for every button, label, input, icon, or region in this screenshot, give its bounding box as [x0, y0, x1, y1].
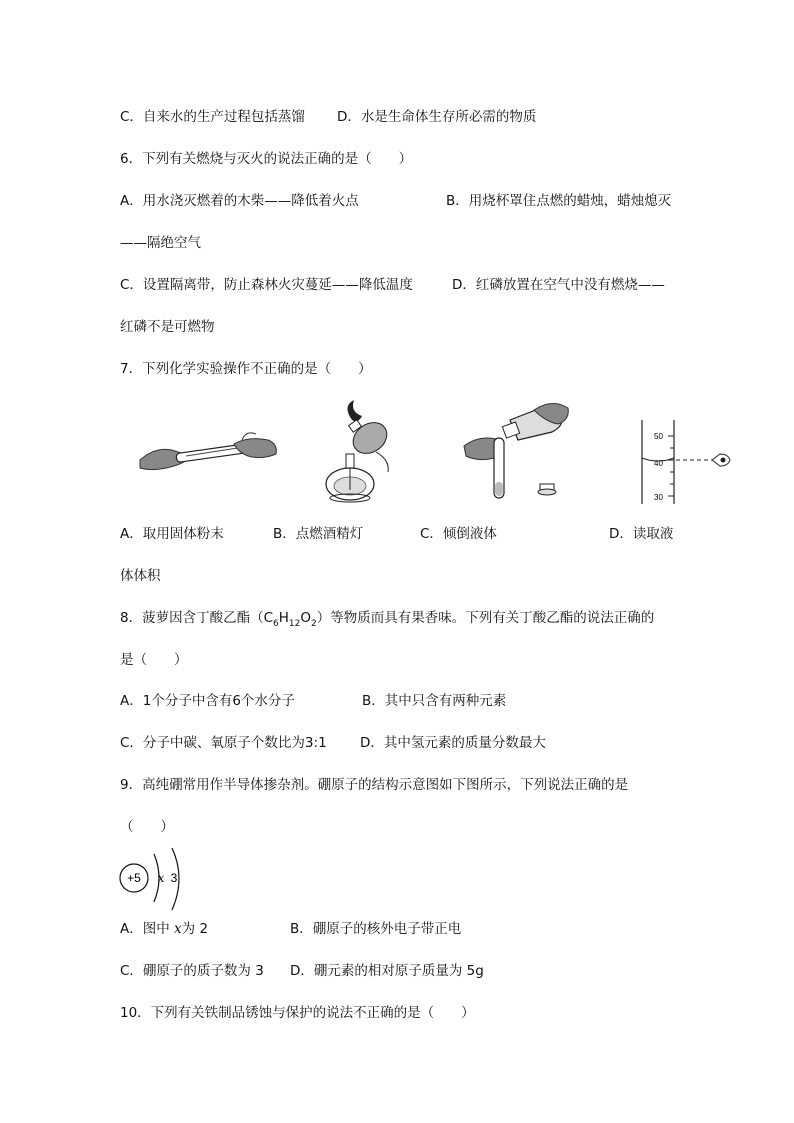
q6-option-d-cont: 红磷不是可燃物	[120, 319, 215, 335]
q6-option-d: D．红磷放置在空气中没有燃烧——	[452, 277, 665, 293]
q7-option-d-cont: 体体积	[120, 568, 161, 584]
q5-option-c: C．自来水的生产过程包括蒸馏	[120, 109, 305, 125]
q9-option-d: D．硼元素的相对原子质量为 5g	[290, 963, 484, 979]
q8-stem: 8．菠萝因含丁酸乙酯$(C_6H_{12}O_2)$等物质而具有果香味。下列有关丁酸乙酯的说法正确的	[120, 610, 655, 629]
q8-option-a: A．1个分子中含有6个水分子	[120, 693, 295, 709]
shell1-electrons: x	[157, 871, 165, 885]
q7-option-a: A．取用固体粉末	[120, 526, 224, 542]
q7-option-b: B．点燃酒精灯	[273, 526, 364, 542]
q10-stem: 10．下列有关铁制品锈蚀与保护的说法不正确的是（ ）	[120, 1005, 475, 1021]
q6-option-a: A．用水浇灭燃着的木柴——降低着火点	[120, 193, 359, 209]
nucleus-charge: +5	[127, 871, 141, 885]
q9-stem-cont: （ ）	[120, 819, 174, 835]
q8-option-c: C．分子中碳、氧原子个数比为3:1	[120, 735, 327, 751]
q9-option-a: A．图中 x为 2	[120, 921, 209, 937]
q8-option-d: D．其中氢元素的质量分数最大	[360, 735, 546, 751]
q6-option-c: C．设置隔离带，防止森林火灾蔓延——降低温度	[120, 277, 413, 293]
cylinder-tick-50: 50	[654, 432, 663, 441]
fig-light-lamp	[318, 400, 398, 505]
q5-option-d: D．水是生命体生存所必需的物质	[337, 109, 537, 125]
q6-stem: 6．下列有关燃烧与灭火的说法正确的是（ ）	[120, 151, 413, 167]
q7-stem: 7．下列化学实验操作不正确的是（ ）	[120, 361, 372, 377]
boron-atom-diagram	[116, 846, 196, 916]
chemical-formula: $C_6H_{12}O_2$	[263, 610, 317, 629]
q6-option-b-cont: ——隔绝空气	[120, 235, 201, 251]
shell2-electrons: 3	[170, 871, 178, 885]
q9-option-b: B．硼原子的核外电子带正电	[290, 921, 462, 937]
cylinder-tick-30: 30	[654, 493, 663, 502]
fig-pour-liquid	[460, 400, 570, 502]
q7-option-c: C．倾倒液体	[420, 526, 497, 542]
q8-option-b: B．其中只含有两种元素	[362, 693, 507, 709]
q6-option-b: B．用烧杯罩住点燃的蜡烛，蜡烛熄灭	[446, 193, 672, 209]
cylinder-tick-40: 40	[654, 459, 663, 468]
fig-read-cylinder	[636, 420, 736, 506]
q9-option-c: C．硼原子的质子数为 3	[120, 963, 264, 979]
q9-stem: 9．高纯硼常用作半导体掺杂剂。硼原子的结构示意图如下图所示，下列说法正确的是	[120, 777, 629, 793]
q7-option-d: D．读取液	[609, 526, 674, 542]
q8-stem-cont: 是（ ）	[120, 652, 188, 668]
fig-take-powder	[138, 400, 278, 480]
